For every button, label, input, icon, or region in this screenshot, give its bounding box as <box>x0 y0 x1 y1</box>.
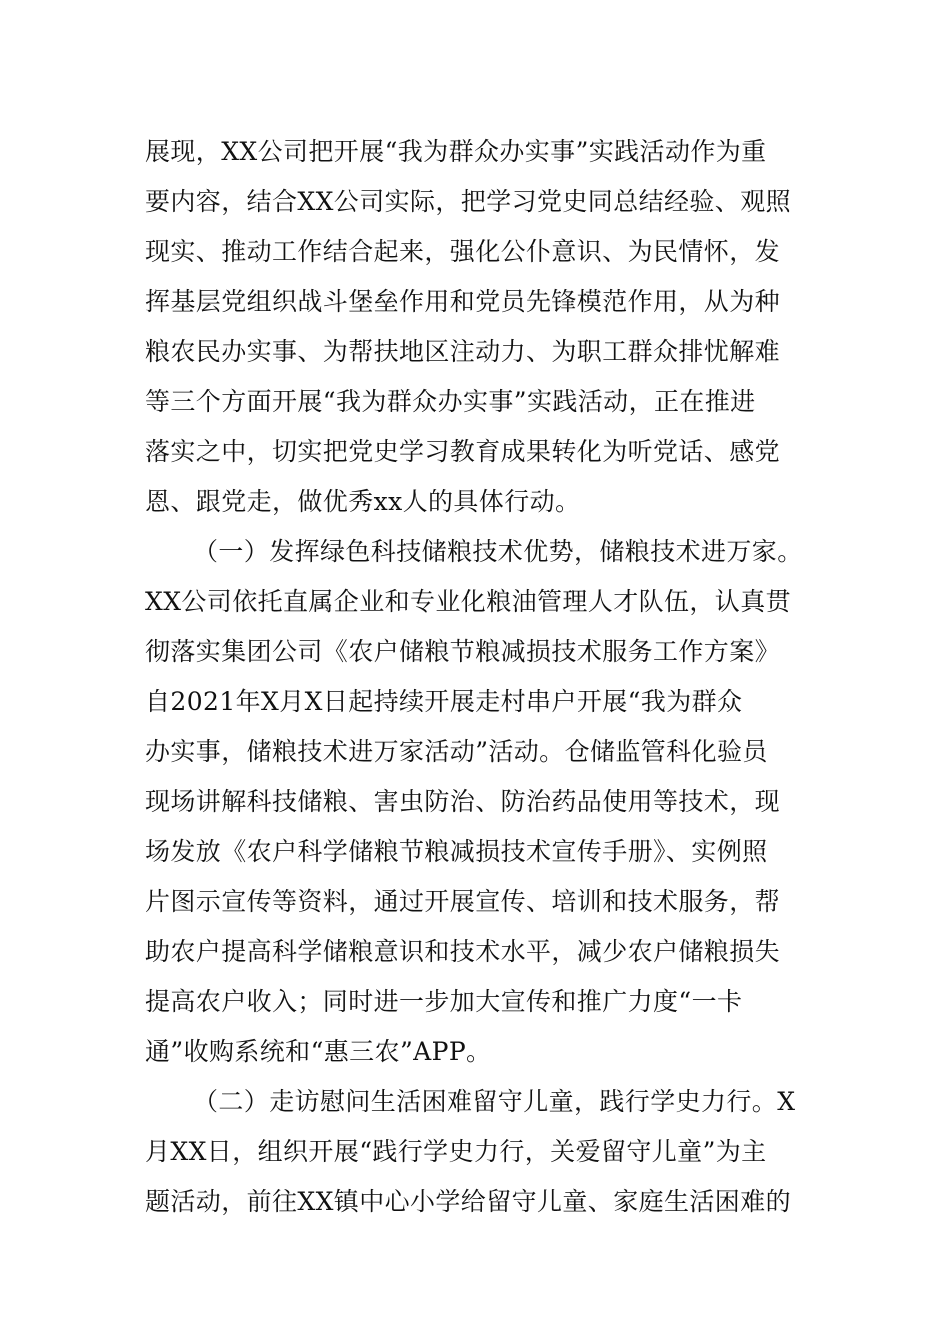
text-line-1: 展现，XX公司把开展“我为群众办实事”实践活动作为重 <box>145 137 767 166</box>
text-line-7: 落实之中，切实把党史学习教育成果转化为听党话、感党 <box>145 437 781 466</box>
section-heading-2: （二）走访慰问生活困难留守儿童，践行学史力行。X <box>193 1087 796 1116</box>
text-line-22: 题活动，前往XX镇中心小学给留守儿童、家庭生活困难的 <box>145 1187 791 1216</box>
text-line-3: 现实、推动工作结合起来，强化公仆意识、为民情怀，发 <box>145 237 781 266</box>
text-line-10: XX公司依托直属企业和专业化粮油管理人才队伍，认真贯 <box>145 587 791 616</box>
text-line-2: 要内容，结合XX公司实际，把学习党史同总结经验、观照 <box>145 187 791 216</box>
section-heading-1: （一）发挥绿色科技储粮技术优势，储粮技术进万家。 <box>193 537 803 566</box>
text-line-4: 挥基层党组织战斗堡垒作用和党员先锋模范作用，从为种 <box>145 287 781 316</box>
text-line-14: 现场讲解科技储粮、害虫防治、防治药品使用等技术，现 <box>145 787 781 816</box>
text-line-16: 片图示宣传等资料，通过开展宣传、培训和技术服务，帮 <box>145 887 781 916</box>
text-line-5: 粮农民办实事、为帮扶地区注动力、为职工群众排忧解难 <box>145 337 781 366</box>
text-line-21: 月XX日，组织开展“践行学史力行，关爱留守儿童”为主 <box>145 1137 767 1166</box>
text-line-8: 恩、跟党走，做优秀xx人的具体行动。 <box>145 487 581 516</box>
text-line-13: 办实事，储粮技术进万家活动”活动。仓储监管科化验员 <box>145 737 768 766</box>
text-line-17: 助农户提高科学储粮意识和技术水平，减少农户储粮损失 <box>145 937 781 966</box>
text-line-12: 自2021年X月X日起持续开展走村串户开展“我为群众 <box>145 687 743 716</box>
text-line-6: 等三个方面开展“我为群众办实事”实践活动，正在推进 <box>145 387 756 416</box>
text-line-19: 通”收购系统和“惠三农”APP。 <box>145 1037 492 1066</box>
text-line-18: 提高农户收入；同时进一步加大宣传和推广力度“一卡 <box>145 987 743 1016</box>
text-line-15: 场发放《农户科学储粮节粮减损技术宣传手册》、实例照 <box>145 837 768 866</box>
text-line-11: 彻落实集团公司《农户储粮节粮减损技术服务工作方案》 <box>145 637 781 666</box>
